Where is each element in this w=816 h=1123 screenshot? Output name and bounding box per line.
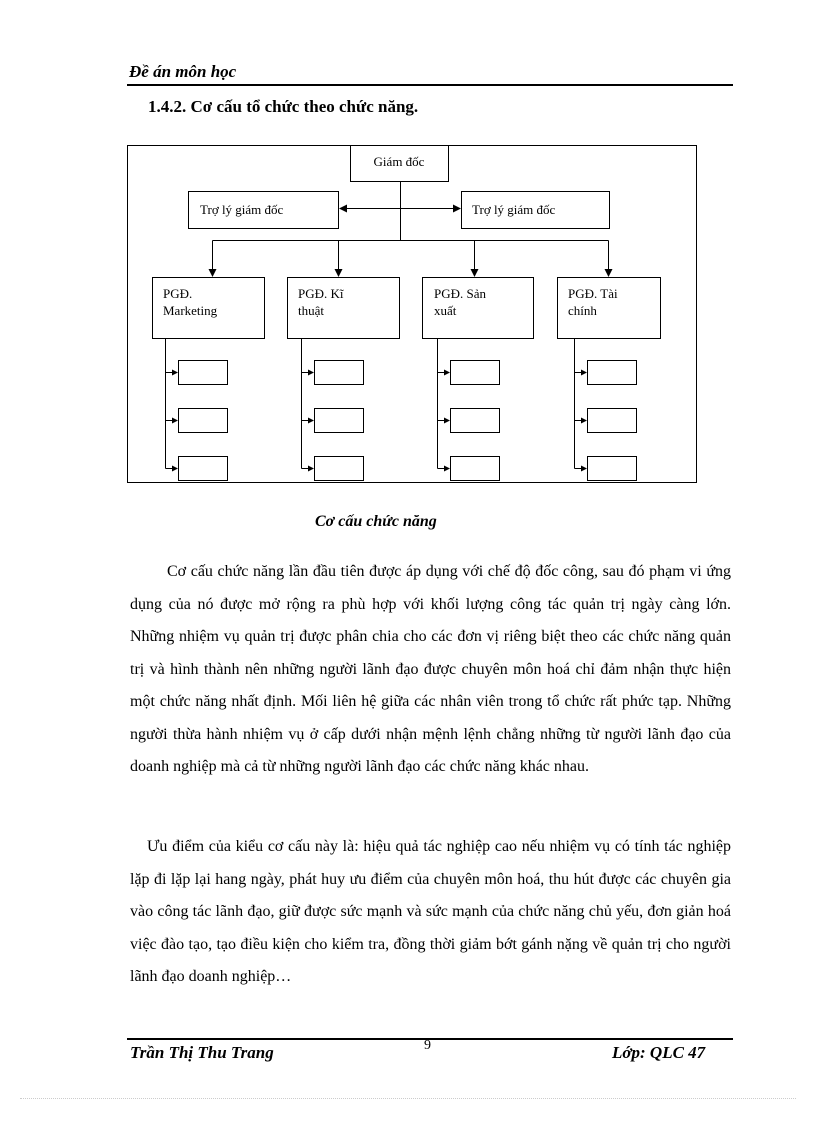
sub-unit-box [179,361,228,385]
sub-unit-box [179,457,228,481]
sub-unit-box [451,409,500,433]
dept-4-label-line2: chính [568,303,597,318]
sub-unit-box [315,361,364,385]
section-heading: 1.4.2. Cơ cấu tổ chức theo chức năng. [148,97,419,116]
sub-unit-box [588,409,637,433]
dept-3-label-line1: PGĐ. Sản [434,286,487,301]
sub-unit-box [315,457,364,481]
dept-1-label-line1: PGĐ. [163,286,193,301]
dept-2-label-line2: thuật [298,303,324,318]
assistant-right-label: Trợ lý giám đốc [472,202,556,217]
dept-3-label-line2: xuất [434,303,457,318]
sub-unit-box [315,409,364,433]
dept-4-label-line1: PGĐ. Tài [568,286,618,301]
dept-2-label-line1: PGĐ. Kĩ [298,286,344,301]
assistant-left-label: Trợ lý giám đốc [200,202,284,217]
sub-unit-box [588,457,637,481]
sub-unit-box [451,457,500,481]
diagram-caption: Cơ cấu chức năng [315,513,437,530]
footer-class: Lớp: QLC 47 [612,1043,706,1062]
header-title: Đề án môn học [129,62,237,81]
footer-author: Trần Thị Thu Trang [130,1043,274,1062]
body-paragraph-2: Ưu điểm của kiểu cơ cấu này là: hiệu quả tác nghiệp cao nếu nhiệm vụ có tính tác nghiệp lặp đi lặp lại hang ngày, phát huy ưu điểm của chuyên môn hoá, thu hút được các chuyên gia vào công tác lãnh đạo, giữ được sức mạnh và sức mạnh của chức năng chủ yếu, đơn giản hoá việc đào tạo, tạo điều kiện cho kiểm tra, đồng thời giảm bớt gánh nặng về quản trị cho người lãnh đạo doanh nghiệp… [130,838,731,985]
page-edge-dots [20,1098,796,1099]
director-label: Giám đốc [373,154,425,169]
body-paragraph-1: Cơ cấu chức năng lần đầu tiên được áp dụng với chế độ đốc công, sau đó phạm vi ứng dụng của nó được mở rộng ra phù hợp với khối lượng công tác quản trị ngày càng lớn. Những nhiệm vụ quản trị được phân chia cho các đơn vị riêng biệt theo các chức năng quản trị và hình thành nên những người lãnh đạo được chuyên môn hoá chỉ đảm nhận thực hiện một chức năng nhất định. Mối liên hệ giữa các nhân viên trong tổ chức rất phức tạp. Những người thừa hành nhiệm vụ ở cấp dưới nhận mệnh lệnh chẳng những từ người lãnh đạo của doanh nghiệp mà cả từ những người lãnh đạo các chức năng khác nhau. [130,563,731,775]
sub-unit-box [451,361,500,385]
sub-unit-box [588,361,637,385]
page-number: 9 [424,1038,431,1053]
sub-unit-box [179,409,228,433]
dept-1-label-line2: Marketing [163,303,218,318]
org-chart-diagram [0,0,816,500]
